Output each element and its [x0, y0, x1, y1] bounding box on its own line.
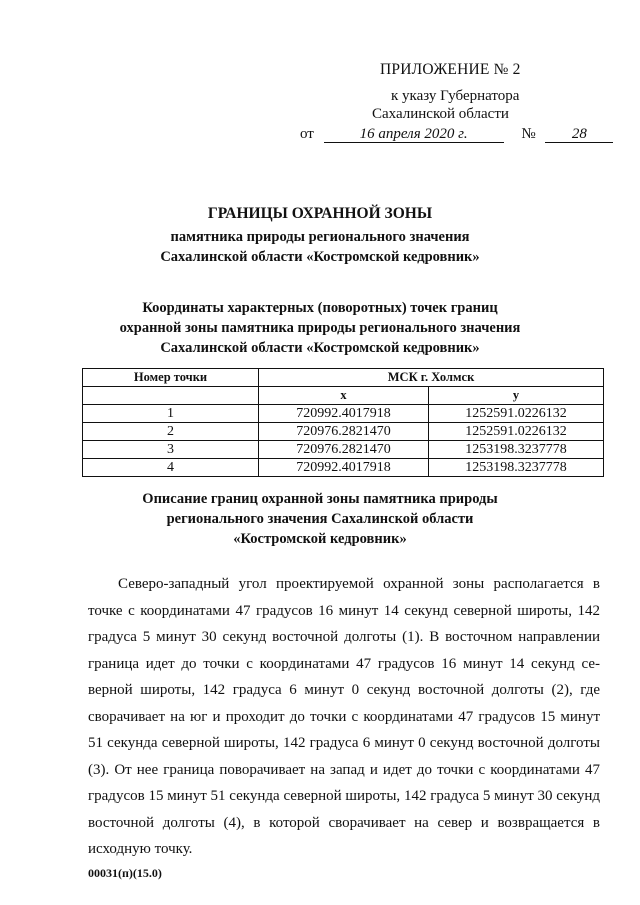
x-header: x — [259, 387, 429, 405]
empty-header-cell — [83, 387, 259, 405]
decree-date: 16 апреля 2020 г. — [324, 127, 504, 143]
x-value: 720992.4017918 — [259, 405, 429, 423]
decree-date-number-line — [300, 126, 613, 143]
x-value: 720976.2821470 — [259, 423, 429, 441]
table-row — [83, 441, 604, 459]
coords-heading-line1: Координаты характерных (поворотных) точек границ — [142, 300, 498, 316]
decree-reference-line2: Сахалинской области — [372, 106, 509, 122]
y-header: y — [429, 387, 604, 405]
decree-number: 28 — [545, 127, 613, 143]
appendix-label: ПРИЛОЖЕНИЕ № 2 — [380, 61, 521, 78]
table-header-row — [83, 369, 604, 387]
y-value: 1252591.0226132 — [429, 423, 604, 441]
point-number: 3 — [83, 441, 259, 459]
y-value: 1253198.3237778 — [429, 459, 604, 477]
boundary-description-paragraph: Северо-западный угол проектируемой охранной зоны располагается в точке с координатами 47 градусов 16 минут 14 секунд северной широты, 142 градуса 5 минут 30 секунд восточной долготы (1). В восточном направлении граница идет до точки с координатами 47 градусов 16 минут 14 секунд северной широты, 142 градуса 6 минут 0 секунд восточной долготы (2), где сворачивает на юг и проходит до точки с координатами 47 градусов 15 минут 51 секунда северной широты, 142 градуса 6 минут 0 секунд восточной долготы (3). От нее граница поворачивает на запад и идет до точки с координатами 47 градусов 15 минут 51 секунда северной широты, 142 градуса 5 минут 30 секунд восточной долготы (4), в которой сворачивает на север и возвращается в исходную точку. — [88, 576, 600, 857]
document-subtitle-line2: Сахалинской области «Костромской кедровник» — [160, 249, 480, 265]
coords-heading-line2: охранной зоны памятника природы регионального значения — [119, 320, 521, 336]
document-subtitle-line1: памятника природы регионального значения — [170, 229, 470, 245]
x-value: 720976.2821470 — [259, 441, 429, 459]
coords-heading-line3: Сахалинской области «Костромской кедровник» — [160, 340, 480, 356]
description-heading-line2: регионального значения Сахалинской области — [166, 511, 474, 527]
table-subheader-row — [83, 387, 604, 405]
table-row — [83, 423, 604, 441]
form-code: 00031(п)(15.0) — [88, 866, 162, 880]
coordinates-table — [82, 368, 604, 477]
x-value: 720992.4017918 — [259, 459, 429, 477]
point-number: 2 — [83, 423, 259, 441]
decree-reference-line1: к указу Губернатора — [391, 88, 520, 104]
description-heading-line1: Описание границ охранной зоны памятника природы — [142, 491, 498, 507]
table-row — [83, 459, 604, 477]
point-number: 4 — [83, 459, 259, 477]
number-sign: № — [521, 126, 536, 142]
point-number-header: Номер точки — [83, 369, 259, 387]
description-heading-line3: «Костромской кедровник» — [233, 531, 407, 547]
point-number: 1 — [83, 405, 259, 423]
y-value: 1252591.0226132 — [429, 405, 604, 423]
y-value: 1253198.3237778 — [429, 441, 604, 459]
coordinate-system-header: МСК г. Холмск — [259, 369, 604, 387]
document-title: ГРАНИЦЫ ОХРАННОЙ ЗОНЫ — [207, 205, 433, 222]
from-label: от — [300, 126, 314, 142]
table-row — [83, 405, 604, 423]
